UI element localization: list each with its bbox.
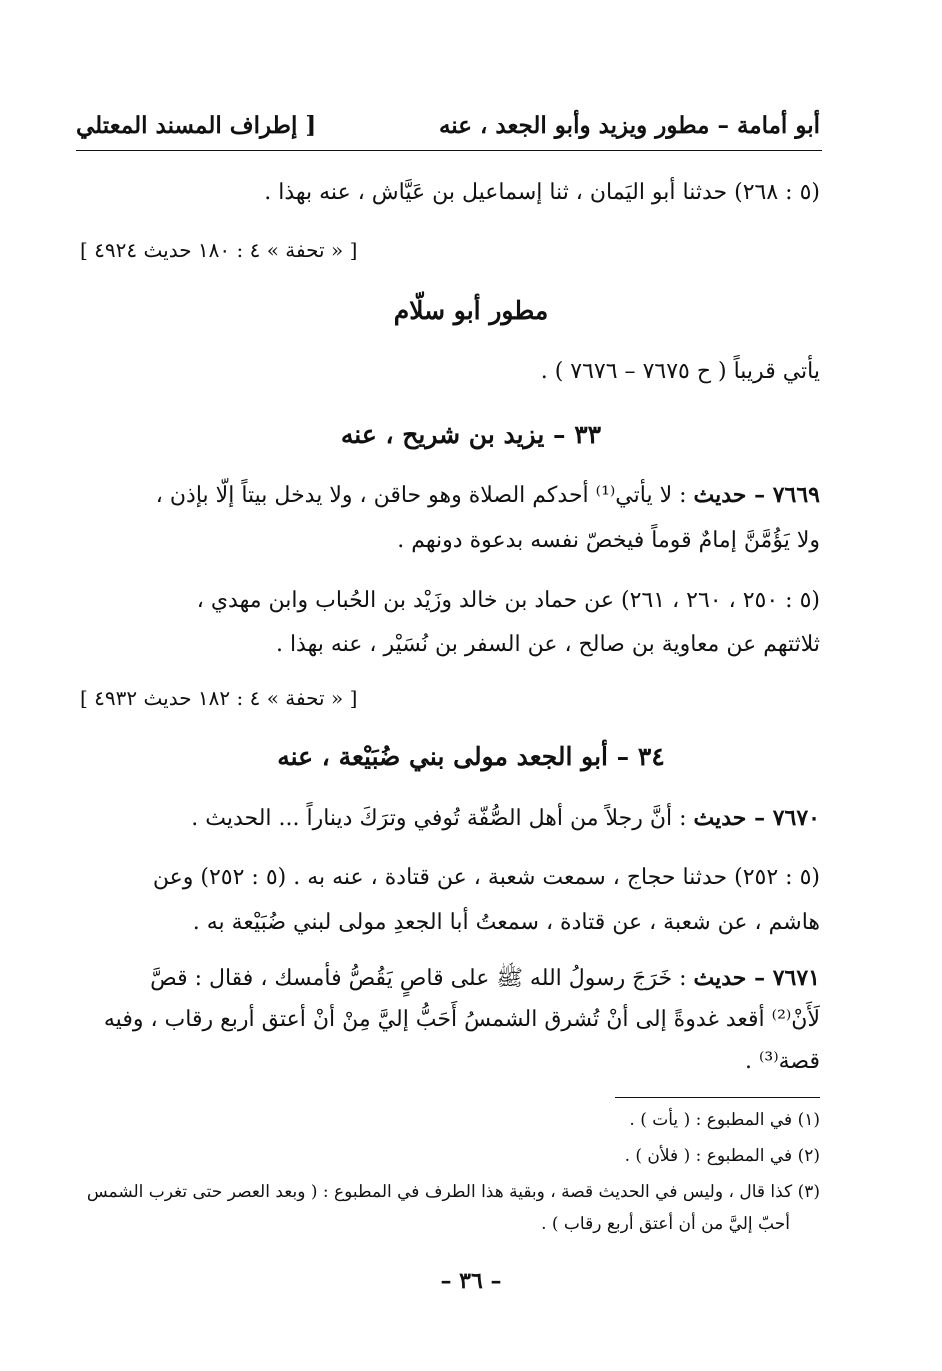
page-number: – ٣٦ –: [440, 1268, 502, 1294]
chain-paragraph: (٥ : ٢٥٠ ، ٢٦٠ ، ٢٦١) عن حماد بن خالد وزَيْد بن الحُباب وابن مهدي ،: [196, 588, 820, 613]
section-heading: مطور أبو سلّام: [393, 296, 549, 325]
hadith-text-continued: ولا يَؤُمَّنَّ إمامٌ قوماً فيخصّ نفسه بدعوة دونهم .: [397, 528, 820, 553]
hadith-7669: [78, 478, 820, 513]
running-header-title: أبو أمامة – مطور ويزيد وأبو الجعد ، عنه: [438, 112, 820, 139]
cross-reference: يأتي قريباً ( ح ٧٦٧٥ – ٧٦٧٦ ) .: [540, 359, 820, 384]
section-heading: ٣٤ – أبو الجعد مولى بني ضُبَيْعة ، عنه: [277, 742, 665, 771]
hadith-number: ٧٦٧١ – حديث: [693, 965, 820, 991]
chain-paragraph-continued: هاشم ، عن شعبة ، عن قتادة ، سمعتُ أبا الجعدِ مولى لبني ضُبَيْعة به .: [192, 910, 820, 935]
hadith-text-continued: قصة⁽³⁾ .: [744, 1049, 820, 1074]
tuhfa-reference: [ « تحفة » ٤ : ١٨٢ حديث ٤٩٣٢ ]: [80, 686, 358, 710]
footnote: (٢) في المطبوع : ( فلأن ) .: [624, 1146, 820, 1166]
footnote: (١) في المطبوع : ( يأت ) .: [629, 1110, 820, 1130]
header-rule: [76, 150, 822, 151]
hadith-text: : لا يأتي⁽¹⁾ أحدكم الصلاة وهو حاقن ، ولا يدخل بيتاً إلّا بإذن ،: [155, 483, 694, 508]
hadith-7670: [78, 801, 820, 836]
chain-paragraph-continued: ثلاثتهم عن معاوية بن صالح ، عن السفر بن نُسَيْر ، عنه بهذا .: [275, 632, 820, 657]
hadith-7671: [78, 961, 820, 996]
running-header-book: [ إطراف المسند المعتلي: [76, 112, 317, 139]
hadith-number: ٧٦٦٩ – حديث: [693, 482, 820, 508]
hadith-number: ٧٦٧٠ – حديث: [693, 805, 820, 831]
tuhfa-reference: [ « تحفة » ٤ : ١٨٠ حديث ٤٩٢٤ ]: [80, 238, 358, 262]
hadith-text: : خَرَجَ رسولُ الله ﷺ على قاصٍ يَقُصُّ فأمسك ، فقال : قصَّ: [150, 966, 694, 991]
section-heading: ٣٣ – يزيد بن شريح ، عنه: [340, 420, 602, 449]
footnote-rule: [615, 1097, 820, 1098]
chain-paragraph: (٥ : ٢٥٢) حدثنا حجاج ، سمعت شعبة ، عن قتادة ، عنه به . (٥ : ٢٥٢) وعن: [152, 865, 820, 890]
hadith-text: : أنَّ رجلاً من أهل الصُّفّة تُوفي وترَكَ ديناراً ... الحديث .: [191, 806, 694, 831]
footnote-continued: أحبّ إليَّ من أن أعتق أربع رقاب ) .: [541, 1214, 790, 1234]
footnote: (٣) كذا قال ، وليس في الحديث قصة ، وبقية هذا الطرف في المطبوع : ( وبعد العصر حتى تغرب الشمس: [86, 1182, 820, 1202]
hadith-text-continued: لَأَنْ⁽²⁾ أقعد غدوةً إلى أنْ تُشرق الشمسُ أَحَبُّ إليَّ مِنْ أنْ أعتق أربع رقاب ، وفيه: [103, 1007, 820, 1032]
chain-paragraph: (٥ : ٢٦٨) حدثنا أبو اليَمان ، ثنا إسماعيل بن عَيَّاش ، عنه بهذا .: [264, 180, 820, 205]
